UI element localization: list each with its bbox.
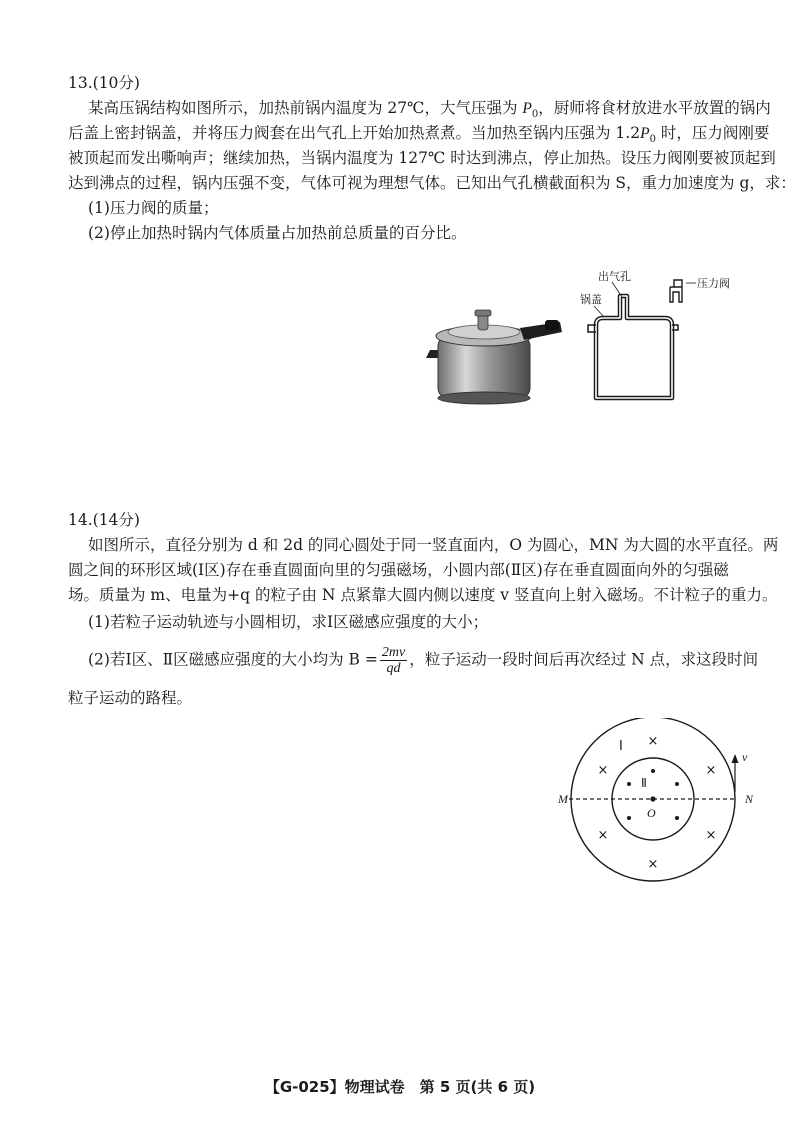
label-O: O — [647, 806, 656, 820]
q13-line-4: 达到沸点的过程，锅内压强不变，气体可视为理想气体。已知出气孔横截面积为 S，重力加速度为 g，求： — [68, 174, 796, 192]
label-M: M — [558, 792, 568, 806]
label-outlet: 出气孔 — [598, 270, 631, 283]
q13-line-2: 后盖上密封锅盖，并将压力阀套在出气孔上开始加热煮煮。当加热至锅内压强为 $1.2P_0$ 时，压力阀刚要 — [68, 124, 770, 146]
svg-text:×: × — [647, 857, 659, 872]
q14-line-3: 场。质量为 m、电量为+q 的粒子由 N 点紧靠大圆内侧以速度 v 竖直向上射入磁场。不计粒子的重力。 — [68, 586, 778, 604]
q14-line-2: 圆之间的环形区域(Ⅰ区)存在垂直圆面向里的匀强磁场，小圆内部(Ⅱ区)存在垂直圆面向外的匀强磁 — [68, 561, 729, 579]
page-footer: 【G-025】物理试卷 第 5 页(共 6 页) — [264, 1078, 536, 1096]
svg-text:×: × — [705, 828, 717, 843]
label-region-2: Ⅱ — [641, 776, 647, 790]
svg-text:×: × — [597, 763, 609, 778]
q13-line-3: 被顶起而发出嘶响声；继续加热，当锅内温度为 127℃ 时达到沸点，停止加热。设压力阀刚要被顶起到 — [68, 149, 776, 167]
label-N: N — [745, 792, 754, 806]
q13-line-1: 某高压锅结构如图所示，加热前锅内温度为 27℃，大气压强为 $P_0$，厨师将食材放进水平放置的锅内 — [88, 99, 771, 121]
q13-number: 13.(10分) — [68, 74, 140, 92]
q13-sub-1: (1)压力阀的质量； — [88, 199, 219, 217]
magnetic-field-diagram — [555, 718, 770, 888]
label-valve: 压力阀 — [697, 277, 730, 290]
q14-sub-2: (2)若Ⅰ区、Ⅱ区磁感应强度的大小均为 B = $\frac{2mv}{qd}$ ，粒子运动一段时间后再次经过 N 点，求这段时间 — [88, 645, 759, 676]
label-lid: 锅盖 — [580, 293, 602, 306]
label-v: v — [742, 750, 748, 764]
cooker-cross-section-diagram — [570, 270, 770, 410]
pressure-cooker-illustration — [420, 300, 570, 405]
q14-sub-2-line-2: 粒子运动的路程。 — [68, 689, 193, 707]
q14-sub-1: (1)若粒子运动轨迹与小圆相切，求Ⅰ区磁感应强度的大小； — [88, 613, 489, 631]
formula-fraction: $\frac{2mv}{qd}$ — [381, 645, 406, 676]
svg-text:×: × — [597, 828, 609, 843]
svg-text:×: × — [647, 734, 659, 749]
q14-line-1: 如图所示，直径分别为 d 和 2d 的同心圆处于同一竖直面内，O 为圆心，MN 为大圆的水平直径。两 — [88, 536, 779, 554]
q13-sub-2: (2)停止加热时锅内气体质量占加热前总质量的百分比。 — [88, 224, 467, 242]
q14-number: 14.(14分) — [68, 511, 140, 529]
svg-text:×: × — [705, 763, 717, 778]
label-region-1: Ⅰ — [619, 739, 623, 754]
